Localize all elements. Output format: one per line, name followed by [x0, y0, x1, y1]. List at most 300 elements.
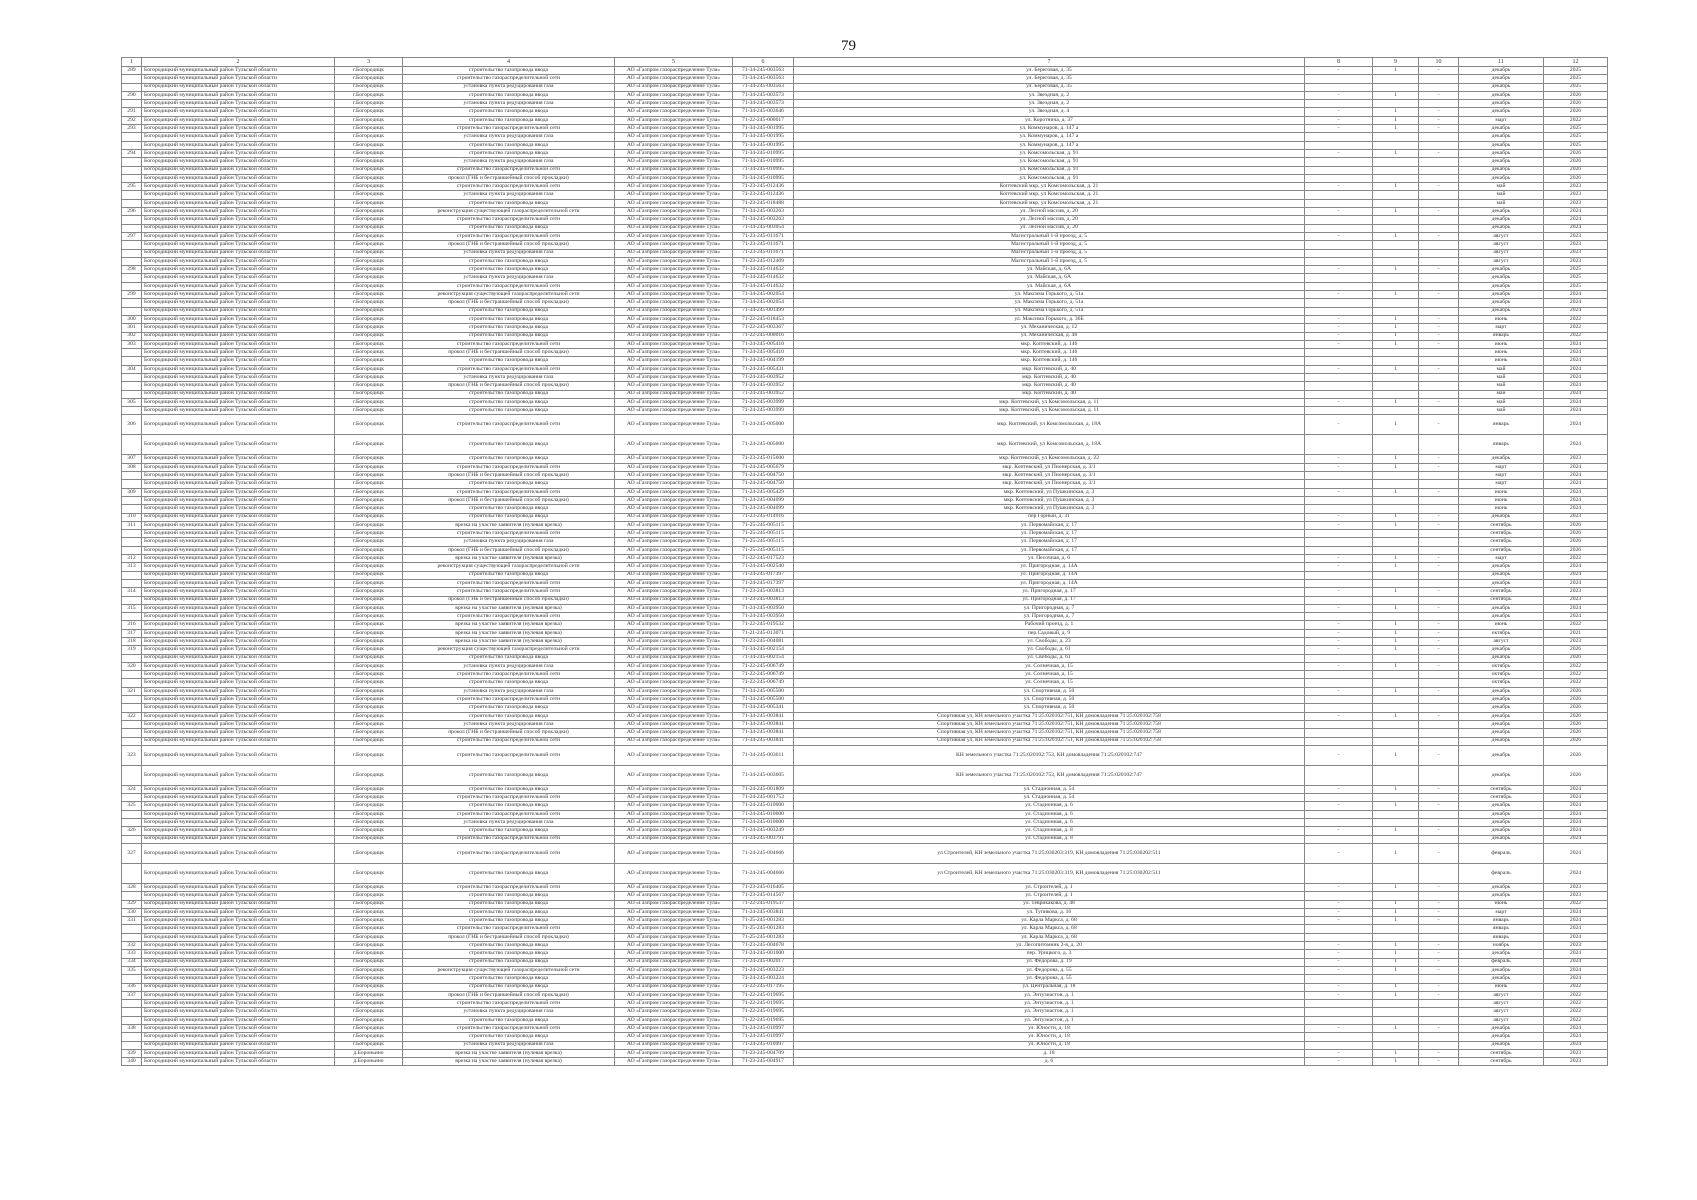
organization-cell: АО «Газпром газораспределение Тула» [615, 365, 733, 373]
month-cell: март [1459, 480, 1544, 488]
col9-cell [1373, 257, 1419, 265]
col10-cell: - [1419, 983, 1459, 991]
col10-cell [1419, 810, 1459, 818]
organization-cell: АО «Газпром газораспределение Тула» [615, 991, 733, 999]
district-cell: Богородицкий муниципальный район Тульской области [142, 455, 335, 463]
row-number-cell: 301 [122, 324, 142, 332]
month-cell: март [1459, 324, 1544, 332]
table-row [122, 555, 1608, 563]
settlement-cell: г.Богородицк [335, 712, 403, 720]
district-cell: Богородицкий муниципальный район Тульской области [142, 737, 335, 745]
organization-cell: АО «Газпром газораспределение Тула» [615, 324, 733, 332]
col8-cell [1305, 75, 1373, 83]
organization-cell: АО «Газпром газораспределение Тула» [615, 863, 733, 883]
col8-cell [1305, 737, 1373, 745]
month-cell: октябрь [1459, 671, 1544, 679]
col10-cell [1419, 299, 1459, 307]
year-cell: 2025 [1544, 282, 1608, 290]
district-cell: Богородицкий муниципальный район Тульской области [142, 149, 335, 157]
month-cell: декабрь [1459, 613, 1544, 621]
organization-cell: АО «Газпром газораспределение Тула» [615, 496, 733, 504]
col8-cell: - [1305, 900, 1373, 908]
table-row [122, 629, 1608, 637]
col10-cell [1419, 975, 1459, 983]
col10-cell: - [1419, 108, 1459, 116]
address-cell: Коптевский мкр, ул Комсомольская, д. 21 [794, 191, 1305, 199]
month-cell: декабрь [1459, 827, 1544, 835]
col10-cell [1419, 241, 1459, 249]
application-number-cell: 71-34-245-003605 [733, 765, 794, 785]
district-cell: Богородицкий муниципальный район Тульской области [142, 257, 335, 265]
col8-cell [1305, 720, 1373, 728]
col10-cell: - [1419, 183, 1459, 191]
col9-cell [1373, 546, 1419, 554]
address-cell: ул. Федорова, д. 19 [794, 958, 1305, 966]
table-row [122, 415, 1608, 435]
table-row [122, 149, 1608, 157]
address-cell: мкр. Коптевский, д. 40 [794, 373, 1305, 381]
table-row [122, 67, 1608, 75]
month-cell: декабрь [1459, 133, 1544, 141]
table-row [122, 357, 1608, 365]
row-number-cell [122, 613, 142, 621]
organization-cell: АО «Газпром газораспределение Тула» [615, 357, 733, 365]
col9-cell: 1 [1373, 588, 1419, 596]
col9-cell: 1 [1373, 1049, 1419, 1057]
col9-cell [1373, 224, 1419, 232]
work-type-cell: строительство газораспределительной сети [403, 1024, 615, 1032]
col9-cell [1373, 671, 1419, 679]
col9-cell [1373, 863, 1419, 883]
district-cell: Богородицкий муниципальный район Тульской области [142, 563, 335, 571]
address-cell: Спортивная ул, КН земельного участка 71:25:020102:751, КН домовладения 71:25:020102:758 [794, 737, 1305, 745]
year-cell: 2024 [1544, 390, 1608, 398]
col8-cell [1305, 1016, 1373, 1024]
col9-cell: 1 [1373, 208, 1419, 216]
month-cell: декабрь [1459, 765, 1544, 785]
col8-cell [1305, 390, 1373, 398]
organization-cell: АО «Газпром газораспределение Тула» [615, 933, 733, 941]
year-cell: 2026 [1544, 91, 1608, 99]
year-cell: 2023 [1544, 191, 1608, 199]
district-cell: Богородицкий муниципальный район Тульской области [142, 588, 335, 596]
settlement-cell: г.Богородицк [335, 315, 403, 323]
settlement-cell: г.Богородицк [335, 257, 403, 265]
work-type-cell: установка пункта редуцирования газа [403, 274, 615, 282]
col10-cell: - [1419, 621, 1459, 629]
district-cell: Богородицкий муниципальный район Тульской области [142, 950, 335, 958]
application-number-cell: 71-23-245-011671 [733, 232, 794, 240]
col9-cell [1373, 925, 1419, 933]
district-cell: Богородицкий муниципальный район Тульской области [142, 505, 335, 513]
col10-cell [1419, 704, 1459, 712]
col9-cell: 1 [1373, 1058, 1419, 1066]
row-number-cell [122, 133, 142, 141]
application-number-cell: 71-24-245-002017 [733, 958, 794, 966]
district-cell: Богородицкий муниципальный район Тульской области [142, 158, 335, 166]
year-cell: 2026 [1544, 166, 1608, 174]
address-cell: мкр. Коптевский, ул Комсомольская, д. 11 [794, 398, 1305, 406]
year-cell: 2023 [1544, 241, 1608, 249]
table-row [122, 720, 1608, 728]
col10-cell: - [1419, 991, 1459, 999]
application-number-cell: 71-23-245-016405 [733, 883, 794, 891]
district-cell: Богородицкий муниципальный район Тульской области [142, 249, 335, 257]
row-number-cell [122, 1016, 142, 1024]
application-number-cell: 71-24-245-010000 [733, 810, 794, 818]
application-number-cell: 71-24-245-010997 [733, 1033, 794, 1041]
organization-cell: АО «Газпром газораспределение Тула» [615, 843, 733, 863]
work-type-cell: прокол (ГНБ и бестраншейный способ прокладки) [403, 382, 615, 390]
col8-cell: - [1305, 183, 1373, 191]
col9-cell [1373, 1016, 1419, 1024]
table-row [122, 332, 1608, 340]
col8-cell [1305, 480, 1373, 488]
work-type-cell: строительство газопровода ввода [403, 435, 615, 455]
settlement-cell: г.Богородицк [335, 646, 403, 654]
address-cell: мкр. Коптевский, ул Пионерская, д. 3/1 [794, 480, 1305, 488]
address-cell: ул. Береговая, д. 35 [794, 83, 1305, 91]
address-cell: ул. Майская, д. 6А [794, 282, 1305, 290]
col8-cell [1305, 596, 1373, 604]
row-number-cell: 330 [122, 908, 142, 916]
work-type-cell: прокол (ГНБ и бестраншейный способ прокладки) [403, 174, 615, 182]
year-cell: 2026 [1544, 530, 1608, 538]
district-cell: Богородицкий муниципальный район Тульской области [142, 513, 335, 521]
year-cell: 2024 [1544, 208, 1608, 216]
col10-cell [1419, 530, 1459, 538]
settlement-cell: г.Богородицк [335, 1024, 403, 1032]
work-type-cell: прокол (ГНБ и бестраншейный способ прокладки) [403, 241, 615, 249]
table-row [122, 108, 1608, 116]
col8-cell: - [1305, 991, 1373, 999]
col8-cell [1305, 274, 1373, 282]
col10-cell [1419, 794, 1459, 802]
application-number-cell: 71-24-245-003999 [733, 398, 794, 406]
settlement-cell: г.Богородицк [335, 398, 403, 406]
month-cell: август [1459, 257, 1544, 265]
district-cell: Богородицкий муниципальный район Тульской области [142, 116, 335, 124]
district-cell: Богородицкий муниципальный район Тульской области [142, 398, 335, 406]
col8-cell: - [1305, 588, 1373, 596]
row-number-cell [122, 480, 142, 488]
table-row [122, 83, 1608, 91]
col8-cell [1305, 257, 1373, 265]
address-cell: ул. Стадионная, д. 54 [794, 794, 1305, 802]
month-cell: декабрь [1459, 720, 1544, 728]
row-number-cell: 316 [122, 621, 142, 629]
settlement-cell: г.Богородицк [335, 455, 403, 463]
year-cell: 2023 [1544, 199, 1608, 207]
table-row [122, 257, 1608, 265]
col8-cell: - [1305, 1049, 1373, 1057]
work-type-cell: строительство газопровода ввода [403, 257, 615, 265]
table-row [122, 382, 1608, 390]
address-cell: ул. Песочная, д. 6 [794, 555, 1305, 563]
organization-cell: АО «Газпром газораспределение Тула» [615, 563, 733, 571]
settlement-cell: г.Богородицк [335, 696, 403, 704]
organization-cell: АО «Газпром газораспределение Тула» [615, 83, 733, 91]
settlement-cell: г.Богородицк [335, 908, 403, 916]
organization-cell: АО «Газпром газораспределение Тула» [615, 546, 733, 554]
row-number-cell [122, 654, 142, 662]
district-cell: Богородицкий муниципальный район Тульской области [142, 942, 335, 950]
address-cell: ул. Коммунаров, д. 147 а [794, 133, 1305, 141]
month-cell: август [1459, 232, 1544, 240]
col10-cell [1419, 863, 1459, 883]
month-cell: март [1459, 472, 1544, 480]
col8-cell [1305, 794, 1373, 802]
col8-cell [1305, 216, 1373, 224]
application-number-cell: 71-24-245-003950 [733, 613, 794, 621]
settlement-cell: г.Богородицк [335, 638, 403, 646]
col9-cell: 1 [1373, 563, 1419, 571]
district-cell: Богородицкий муниципальный район Тульской области [142, 679, 335, 687]
col10-cell: - [1419, 415, 1459, 435]
month-cell: январь [1459, 917, 1544, 925]
district-cell: Богородицкий муниципальный район Тульской области [142, 472, 335, 480]
settlement-cell: г.Богородицк [335, 390, 403, 398]
month-cell: декабрь [1459, 100, 1544, 108]
col10-cell: - [1419, 588, 1459, 596]
table-row [122, 199, 1608, 207]
month-cell: май [1459, 398, 1544, 406]
col9-cell [1373, 794, 1419, 802]
col9-cell: 1 [1373, 455, 1419, 463]
district-cell: Богородицкий муниципальный район Тульской области [142, 183, 335, 191]
table-row [122, 785, 1608, 793]
application-number-cell: 71-24-245-010997 [733, 1024, 794, 1032]
settlement-cell: г.Богородицк [335, 1033, 403, 1041]
col9-cell: 1 [1373, 900, 1419, 908]
col9-cell: 1 [1373, 908, 1419, 916]
organization-cell: АО «Газпром газораспределение Тула» [615, 802, 733, 810]
month-cell: декабрь [1459, 75, 1544, 83]
year-cell: 2024 [1544, 496, 1608, 504]
row-number-cell [122, 274, 142, 282]
work-type-cell: реконструкция существующей газораспределительной сети [403, 966, 615, 974]
col9-cell: 1 [1373, 324, 1419, 332]
col8-cell: - [1305, 116, 1373, 124]
application-number-cell: 71-23-245-004709 [733, 1049, 794, 1057]
month-cell: декабрь [1459, 563, 1544, 571]
month-cell: январь [1459, 435, 1544, 455]
col10-cell: - [1419, 266, 1459, 274]
address-cell: ул. Спортивная, д. 50 [794, 704, 1305, 712]
col8-cell: - [1305, 883, 1373, 891]
work-type-cell: прокол (ГНБ и бестраншейный способ прокладки) [403, 472, 615, 480]
address-cell: мкр. Коптевский, д. 146 [794, 357, 1305, 365]
table-row [122, 224, 1608, 232]
col10-cell [1419, 505, 1459, 513]
table-row [122, 950, 1608, 958]
work-type-cell: строительство газопровода ввода [403, 785, 615, 793]
work-type-cell: строительство газопровода ввода [403, 315, 615, 323]
address-cell: ул. Комсомольская, д. 91 [794, 158, 1305, 166]
col8-cell [1305, 1033, 1373, 1041]
col9-cell: 1 [1373, 745, 1419, 765]
settlement-cell: г.Богородицк [335, 125, 403, 133]
organization-cell: АО «Газпром газораспределение Тула» [615, 307, 733, 315]
work-type-cell: строительство газопровода ввода [403, 390, 615, 398]
organization-cell: АО «Газпром газораспределение Тула» [615, 1049, 733, 1057]
row-number-cell [122, 819, 142, 827]
district-cell: Богородицкий муниципальный район Тульской области [142, 843, 335, 863]
settlement-cell: г.Богородицк [335, 224, 403, 232]
year-cell: 2024 [1544, 1033, 1608, 1041]
table-row [122, 892, 1608, 900]
row-number-cell [122, 158, 142, 166]
row-number-cell [122, 765, 142, 785]
col8-cell [1305, 679, 1373, 687]
row-number-cell: 314 [122, 588, 142, 596]
row-number-cell [122, 496, 142, 504]
organization-cell: АО «Газпром газораспределение Тула» [615, 975, 733, 983]
year-cell: 2022 [1544, 1000, 1608, 1008]
row-number-cell: 293 [122, 125, 142, 133]
organization-cell: АО «Газпром газораспределение Тула» [615, 398, 733, 406]
organization-cell: АО «Газпром газораспределение Тула» [615, 671, 733, 679]
col9-cell [1373, 496, 1419, 504]
col9-cell [1373, 216, 1419, 224]
address-cell: ул. Лесной массив, д. 20 [794, 208, 1305, 216]
month-cell: декабрь [1459, 299, 1544, 307]
col8-cell: - [1305, 712, 1373, 720]
settlement-cell: г.Богородицк [335, 158, 403, 166]
table-row [122, 373, 1608, 381]
col10-cell: - [1419, 455, 1459, 463]
settlement-cell: г.Богородицк [335, 216, 403, 224]
month-cell: сентябрь [1459, 530, 1544, 538]
month-cell: декабрь [1459, 950, 1544, 958]
district-cell: Богородицкий муниципальный район Тульской области [142, 340, 335, 348]
address-cell: ул. Теврикакова, д. 48 [794, 900, 1305, 908]
settlement-cell: г.Богородицк [335, 340, 403, 348]
district-cell: Богородицкий муниципальный район Тульской области [142, 496, 335, 504]
settlement-cell: г.Богородицк [335, 291, 403, 299]
year-cell: 2022 [1544, 983, 1608, 991]
application-number-cell: 71-24-245-002540 [733, 563, 794, 571]
col8-cell: - [1305, 266, 1373, 274]
col10-cell [1419, 892, 1459, 900]
district-cell: Богородицкий муниципальный район Тульской области [142, 629, 335, 637]
organization-cell: АО «Газпром газораспределение Тула» [615, 480, 733, 488]
year-cell: 2022 [1544, 662, 1608, 670]
table-row [122, 274, 1608, 282]
table-row [122, 241, 1608, 249]
work-type-cell: строительство газопровода ввода [403, 1033, 615, 1041]
table-row [122, 810, 1608, 818]
year-cell: 2026 [1544, 646, 1608, 654]
row-number-cell: 319 [122, 646, 142, 654]
work-type-cell: строительство газораспределительной сети [403, 579, 615, 587]
month-cell: декабрь [1459, 654, 1544, 662]
address-cell: ул. Первомайская, д. 17 [794, 546, 1305, 554]
settlement-cell: г.Богородицк [335, 958, 403, 966]
col8-cell: - [1305, 687, 1373, 695]
address-cell: ул. Механическая, д. 12 [794, 324, 1305, 332]
row-number-cell: 298 [122, 266, 142, 274]
col9-cell: 1 [1373, 116, 1419, 124]
year-cell: 2024 [1544, 472, 1608, 480]
work-type-cell: установка пункта редуцирования газа [403, 100, 615, 108]
organization-cell: АО «Газпром газораспределение Тула» [615, 835, 733, 843]
row-number-cell [122, 1033, 142, 1041]
year-cell: 2022 [1544, 555, 1608, 563]
col8-cell: - [1305, 108, 1373, 116]
month-cell: сентябрь [1459, 785, 1544, 793]
year-cell: 2024 [1544, 843, 1608, 863]
application-number-cell: 71-34-245-001995 [733, 125, 794, 133]
district-cell: Богородицкий муниципальный район Тульской области [142, 991, 335, 999]
application-number-cell: 71-22-245-006749 [733, 671, 794, 679]
month-cell: декабрь [1459, 158, 1544, 166]
year-cell: 2026 [1544, 158, 1608, 166]
work-type-cell: строительство газораспределительной сети [403, 737, 615, 745]
row-number-cell [122, 546, 142, 554]
table-row [122, 1041, 1608, 1049]
col10-cell [1419, 613, 1459, 621]
col8-cell: - [1305, 958, 1373, 966]
row-number-cell [122, 933, 142, 941]
work-type-cell: строительство газораспределительной сети [403, 588, 615, 596]
work-type-cell: установка пункта редуцирования газа [403, 373, 615, 381]
application-number-cell: 71-34-245-002154 [733, 646, 794, 654]
year-cell: 2023 [1544, 513, 1608, 521]
col10-cell [1419, 282, 1459, 290]
application-number-cell: 71-24-245-004750 [733, 472, 794, 480]
settlement-cell: г.Богородицк [335, 183, 403, 191]
organization-cell: АО «Газпром газораспределение Тула» [615, 472, 733, 480]
row-number-cell [122, 696, 142, 704]
table-row [122, 208, 1608, 216]
row-number-cell [122, 199, 142, 207]
district-cell: Богородицкий муниципальный район Тульской области [142, 720, 335, 728]
month-cell: декабрь [1459, 266, 1544, 274]
col8-cell [1305, 835, 1373, 843]
month-cell: май [1459, 407, 1544, 415]
address-cell: ул. Пригородная, д. 17 [794, 588, 1305, 596]
row-number-cell: 325 [122, 802, 142, 810]
year-cell: 2024 [1544, 357, 1608, 365]
year-cell: 2024 [1544, 819, 1608, 827]
table-row [122, 925, 1608, 933]
row-number-cell: 315 [122, 604, 142, 612]
table-row [122, 563, 1608, 571]
year-cell: 2023 [1544, 232, 1608, 240]
month-cell: декабрь [1459, 216, 1544, 224]
row-number-cell: 294 [122, 149, 142, 157]
work-type-cell: установка пункта редуцирования газа [403, 158, 615, 166]
col10-cell: - [1419, 950, 1459, 958]
district-cell: Богородицкий муниципальный район Тульской области [142, 332, 335, 340]
settlement-cell: г.Богородицк [335, 174, 403, 182]
settlement-cell: г.Богородицк [335, 917, 403, 925]
application-number-cell: 71-24-245-005000 [733, 435, 794, 455]
table-row [122, 183, 1608, 191]
col10-cell: - [1419, 638, 1459, 646]
col8-cell [1305, 249, 1373, 257]
application-number-cell: 71-22-245-019537 [733, 900, 794, 908]
col8-cell [1305, 299, 1373, 307]
work-type-cell: строительство газораспределительной сети [403, 488, 615, 496]
address-cell: ул. Энтузиастов, д. 1 [794, 1016, 1305, 1024]
table-row [122, 1033, 1608, 1041]
organization-cell: АО «Газпром газораспределение Тула» [615, 390, 733, 398]
address-cell: ул. Юности, д. 18 [794, 1041, 1305, 1049]
organization-cell: АО «Газпром газораспределение Тула» [615, 224, 733, 232]
organization-cell: АО «Газпром газораспределение Тула» [615, 827, 733, 835]
